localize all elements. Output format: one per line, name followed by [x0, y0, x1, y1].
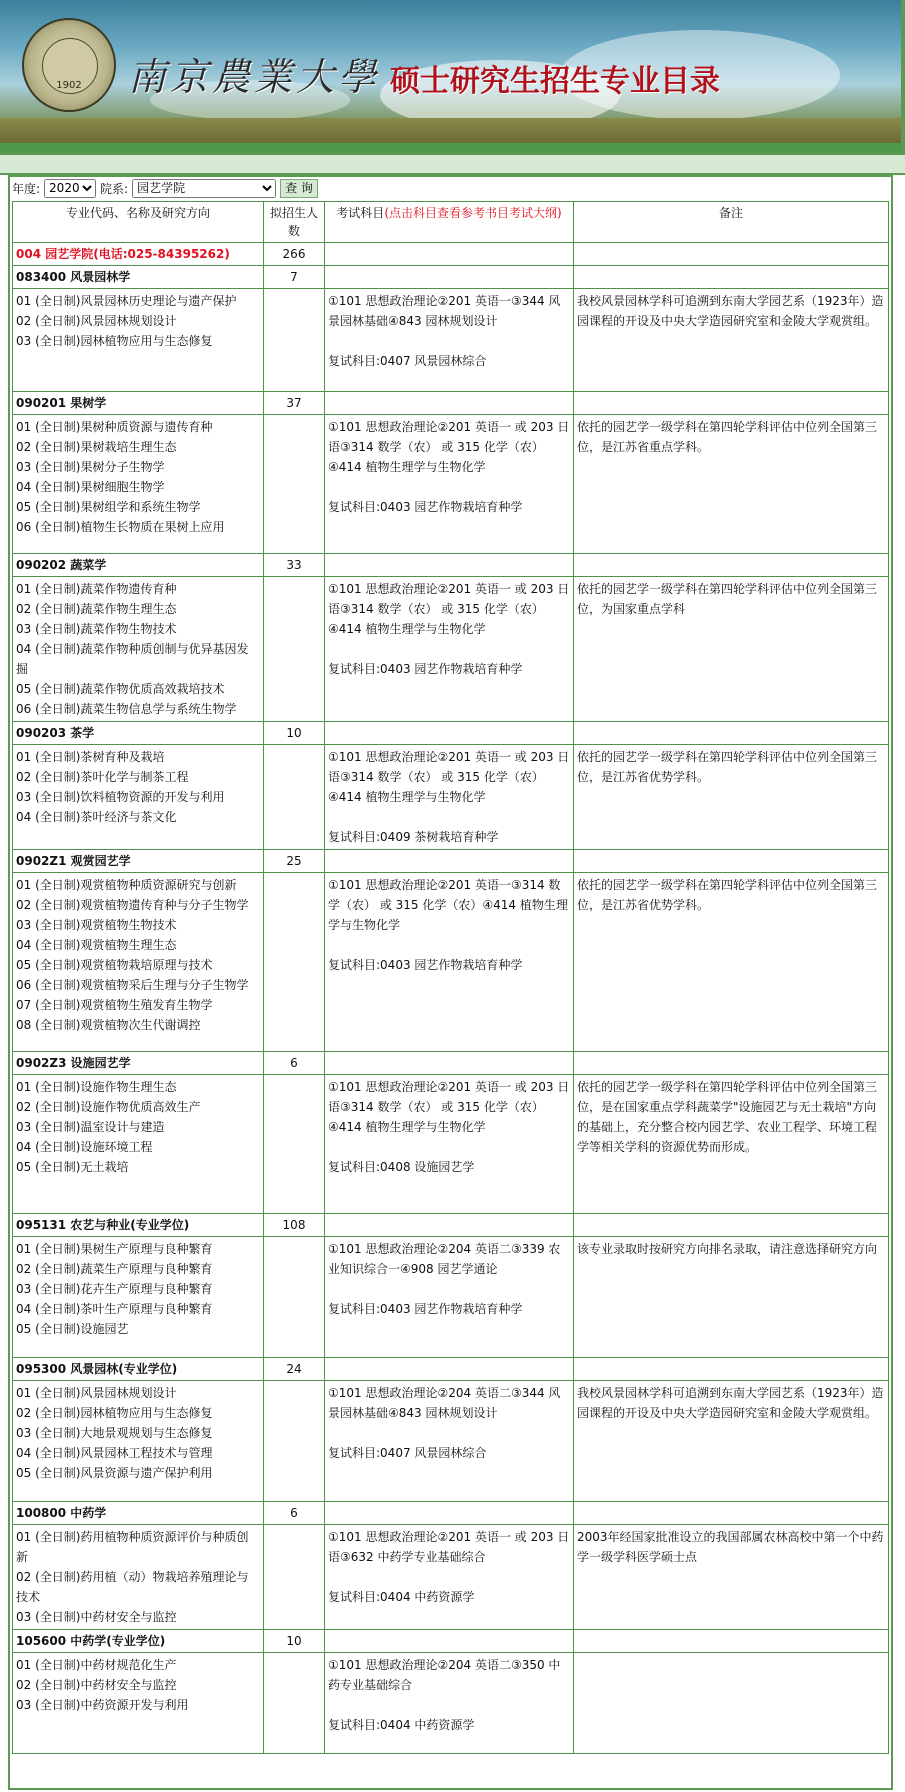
exam-subjects-link[interactable]: ①101 思想政治理论②201 英语一 或 203 日语③314 数学（农） 或 315 化学（农）④414 植物生理学与生物化学: [328, 750, 570, 804]
research-direction: 02 (全日制)果树栽培生理生态: [16, 440, 177, 454]
research-direction: 02 (全日制)观赏植物遗传育种与分子生物学: [16, 898, 249, 912]
catalog-title: 硕士研究生招生专业目录: [390, 64, 720, 99]
remark-cell: 依托的园艺学一级学科在第四轮学科评估中位列全国第三位，为国家重点学科: [574, 577, 889, 722]
major-title: 090201 果树学: [13, 392, 264, 415]
college-select[interactable]: [132, 179, 276, 198]
exam-cell: [325, 745, 574, 850]
exam-cell: [325, 1075, 574, 1214]
exam-subjects-link[interactable]: ①101 思想政治理论②201 英语一 或 203 日语③632 中药学专业基础综合: [328, 1530, 570, 1564]
research-direction: 03 (全日制)观赏植物生物技术: [16, 918, 177, 932]
research-direction: 01 (全日制)风景园林历史理论与遗产保护: [16, 294, 237, 308]
retest-subject: 复试科目:0404 中药资源学: [328, 1590, 475, 1604]
exam-subjects-link[interactable]: ①101 思想政治理论②201 英语一 或 203 日语③314 数学（农） 或 315 化学（农）④414 植物生理学与生物化学: [328, 1080, 570, 1134]
column-major: 专业代码、名称及研究方向: [13, 202, 264, 243]
college-count: 266: [264, 243, 325, 266]
direction-list: [13, 1237, 264, 1358]
research-direction: 04 (全日制)设施环境工程: [16, 1140, 153, 1154]
college-label: 院系:: [100, 181, 129, 196]
research-direction: 05 (全日制)设施园艺: [16, 1322, 129, 1336]
major-count: 6: [264, 1052, 325, 1075]
research-direction: 04 (全日制)风景园林工程技术与管理: [16, 1446, 213, 1460]
research-direction: 01 (全日制)观赏植物种质资源研究与创新: [16, 878, 237, 892]
direction-list: [13, 1525, 264, 1630]
retest-subject: 复试科目:0408 设施园艺学: [328, 1160, 475, 1174]
research-direction: 01 (全日制)果树生产原理与良种繁育: [16, 1242, 213, 1256]
direction-list: [13, 577, 264, 722]
remark-cell: 依托的园艺学一级学科在第四轮学科评估中位列全国第三位，是在国家重点学科蔬菜学"设施园艺与无土栽培"方向的基础上，充分整合校内园艺学、农业工程学、环境工程学等相关学科的资源优势而形成。: [574, 1075, 889, 1214]
college-row: [13, 243, 889, 266]
major-header-row: [13, 266, 889, 289]
research-direction: 03 (全日制)饮料植物资源的开发与利用: [16, 790, 225, 804]
retest-subject: 复试科目:0403 园艺作物栽培育种学: [328, 958, 523, 972]
exam-subjects-link[interactable]: ①101 思想政治理论②201 英语一③314 数学（农） 或 315 化学（农）④414 植物生理学与生物化学: [328, 878, 568, 932]
catalog-table: [12, 201, 889, 1754]
exam-cell: [325, 415, 574, 554]
column-remark: 备注: [574, 202, 889, 243]
remark-cell: [574, 1653, 889, 1754]
major-title: 083400 风景园林学: [13, 266, 264, 289]
direction-list: [13, 873, 264, 1052]
research-direction: 07 (全日制)观赏植物生殖发育生物学: [16, 998, 213, 1012]
college-name-link[interactable]: 004 园艺学院(电话:025-84395262): [16, 247, 230, 261]
research-direction: 05 (全日制)无土栽培: [16, 1160, 129, 1174]
major-detail-row: [13, 577, 889, 722]
research-direction: 05 (全日制)蔬菜作物优质高效栽培技术: [16, 682, 225, 696]
research-direction: 01 (全日制)果树种质资源与遗传育种: [16, 420, 213, 434]
major-detail-row: [13, 289, 889, 392]
exam-subjects-link[interactable]: ①101 思想政治理论②204 英语二③339 农业知识综合一④908 园艺学通论: [328, 1242, 561, 1276]
year-select[interactable]: [44, 179, 96, 198]
research-direction: 03 (全日制)花卉生产原理与良种繁育: [16, 1282, 213, 1296]
exam-subjects-link[interactable]: ①101 思想政治理论②201 英语一 或 203 日语③314 数学（农） 或 315 化学（农）④414 植物生理学与生物化学: [328, 582, 570, 636]
research-direction: 03 (全日制)大地景观规划与生态修复: [16, 1426, 213, 1440]
major-title: 0902Z3 设施园艺学: [13, 1052, 264, 1075]
column-count: 拟招生人数: [264, 202, 325, 243]
major-detail-row: [13, 1237, 889, 1358]
major-title: 100800 中药学: [13, 1502, 264, 1525]
exam-cell: [325, 1525, 574, 1630]
research-direction: 01 (全日制)风景园林规划设计: [16, 1386, 177, 1400]
research-direction: 01 (全日制)设施作物生理生态: [16, 1080, 177, 1094]
major-count: 37: [264, 392, 325, 415]
research-direction: 06 (全日制)蔬菜生物信息学与系统生物学: [16, 702, 237, 716]
remark-cell: 我校风景园林学科可追溯到东南大学园艺系（1923年）造园课程的开设及中央大学造园研究室和金陵大学观赏组。: [574, 289, 889, 392]
research-direction: 03 (全日制)温室设计与建造: [16, 1120, 165, 1134]
major-count: 10: [264, 722, 325, 745]
retest-subject: 复试科目:0409 茶树栽培育种学: [328, 830, 499, 844]
major-header-row: [13, 850, 889, 873]
remark-cell: 依托的园艺学一级学科在第四轮学科评估中位列全国第三位，是江苏省优势学科。: [574, 873, 889, 1052]
research-direction: 05 (全日制)果树组学和系统生物学: [16, 500, 201, 514]
major-detail-row: [13, 1381, 889, 1502]
remark-cell: 该专业录取时按研究方向排名录取，请注意选择研究方向: [574, 1237, 889, 1358]
research-direction: 05 (全日制)观赏植物栽培原理与技术: [16, 958, 213, 972]
research-direction: 01 (全日制)蔬菜作物遗传育种: [16, 582, 177, 596]
major-header-row: [13, 1214, 889, 1237]
research-direction: 01 (全日制)药用植物种质资源评价与种质创新: [16, 1530, 249, 1564]
column-exam-label: 考试科目: [336, 206, 385, 220]
research-direction: 03 (全日制)果树分子生物学: [16, 460, 165, 474]
table-header-row: [13, 202, 889, 243]
research-direction: 02 (全日制)蔬菜作物生理生态: [16, 602, 177, 616]
major-title: 105600 中药学(专业学位): [13, 1630, 264, 1653]
exam-cell: [325, 1381, 574, 1502]
retest-subject: 复试科目:0403 园艺作物栽培育种学: [328, 1302, 523, 1316]
major-count: 33: [264, 554, 325, 577]
exam-subjects-link[interactable]: ①101 思想政治理论②204 英语二③344 风景园林基础④843 园林规划设计: [328, 1386, 561, 1420]
direction-list: [13, 1075, 264, 1214]
column-exam-note: (点击科目查看参考书目考试大纲): [384, 206, 562, 220]
major-count: 24: [264, 1358, 325, 1381]
major-count: 10: [264, 1630, 325, 1653]
major-header-row: [13, 554, 889, 577]
remark-cell: 依托的园艺学一级学科在第四轮学科评估中位列全国第三位，是江苏省优势学科。: [574, 745, 889, 850]
research-direction: 03 (全日制)园林植物应用与生态修复: [16, 334, 213, 348]
research-direction: 06 (全日制)植物生长物质在果树上应用: [16, 520, 225, 534]
research-direction: 04 (全日制)观赏植物生理生态: [16, 938, 177, 952]
major-title: 090202 蔬菜学: [13, 554, 264, 577]
research-direction: 06 (全日制)观赏植物采后生理与分子生物学: [16, 978, 249, 992]
exam-subjects-link[interactable]: ①101 思想政治理论②201 英语一 或 203 日语③314 数学（农） 或 315 化学（农）④414 植物生理学与生物化学: [328, 420, 570, 474]
seal-year: 1902: [56, 80, 82, 91]
research-direction: 04 (全日制)茶叶经济与茶文化: [16, 810, 177, 824]
research-direction: 01 (全日制)中药材规范化生产: [16, 1658, 177, 1672]
retest-subject: 复试科目:0403 园艺作物栽培育种学: [328, 662, 523, 676]
retest-subject: 复试科目:0407 风景园林综合: [328, 1446, 487, 1460]
research-direction: 05 (全日制)风景资源与遗产保护利用: [16, 1466, 213, 1480]
remark-cell: 依托的园艺学一级学科在第四轮学科评估中位列全国第三位，是江苏省重点学科。: [574, 415, 889, 554]
research-direction: 03 (全日制)中药材安全与监控: [16, 1610, 177, 1624]
retest-subject: 复试科目:0403 园艺作物栽培育种学: [328, 500, 523, 514]
research-direction: 02 (全日制)茶叶化学与制茶工程: [16, 770, 189, 784]
research-direction: 02 (全日制)中药材安全与监控: [16, 1678, 177, 1692]
major-count: 25: [264, 850, 325, 873]
exam-cell: [325, 577, 574, 722]
research-direction: 02 (全日制)设施作物优质高效生产: [16, 1100, 201, 1114]
research-direction: 04 (全日制)茶叶生产原理与良种繁育: [16, 1302, 213, 1316]
major-title: 090203 茶学: [13, 722, 264, 745]
research-direction: 03 (全日制)蔬菜作物生物技术: [16, 622, 177, 636]
filter-bar: [12, 177, 318, 199]
major-title: 095300 风景园林(专业学位): [13, 1358, 264, 1381]
research-direction: 01 (全日制)茶树育种及栽培: [16, 750, 165, 764]
major-header-row: [13, 392, 889, 415]
exam-subjects-link[interactable]: ①101 思想政治理论②204 英语二③350 中药专业基础综合: [328, 1658, 561, 1692]
major-title: 095131 农艺与种业(专业学位): [13, 1214, 264, 1237]
exam-cell: [325, 1653, 574, 1754]
major-header-row: [13, 1358, 889, 1381]
research-direction: 02 (全日制)园林植物应用与生态修复: [16, 1406, 213, 1420]
research-direction: 04 (全日制)果树细胞生物学: [16, 480, 165, 494]
column-exam: [325, 202, 574, 243]
major-header-row: [13, 1630, 889, 1653]
remark-cell: 我校风景园林学科可追溯到东南大学园艺系（1923年）造园课程的开设及中央大学造园研究室和金陵大学观赏组。: [574, 1381, 889, 1502]
exam-cell: [325, 873, 574, 1052]
research-direction: 04 (全日制)蔬菜作物种质创制与优异基因发掘: [16, 642, 249, 676]
direction-list: [13, 415, 264, 554]
major-header-row: [13, 722, 889, 745]
major-detail-row: [13, 745, 889, 850]
major-detail-row: [13, 1653, 889, 1754]
direction-list: [13, 1381, 264, 1502]
exam-cell: [325, 1237, 574, 1358]
major-count: 7: [264, 266, 325, 289]
exam-cell: [325, 289, 574, 392]
year-label: 年度:: [12, 181, 41, 196]
research-direction: 08 (全日制)观赏植物次生代谢调控: [16, 1018, 201, 1032]
major-detail-row: [13, 1075, 889, 1214]
retest-subject: 复试科目:0404 中药资源学: [328, 1718, 475, 1732]
research-direction: 03 (全日制)中药资源开发与利用: [16, 1698, 189, 1712]
major-detail-row: [13, 415, 889, 554]
major-count: 6: [264, 1502, 325, 1525]
major-count: 108: [264, 1214, 325, 1237]
university-seal-logo: [22, 18, 116, 112]
research-direction: 02 (全日制)风景园林规划设计: [16, 314, 177, 328]
exam-subjects-link[interactable]: ①101 思想政治理论②201 英语一③344 风景园林基础④843 园林规划设计: [328, 294, 561, 328]
remark-cell: 2003年经国家批准设立的我国部属农林高校中第一个中药学一级学科医学硕士点: [574, 1525, 889, 1630]
major-detail-row: [13, 1525, 889, 1630]
direction-list: [13, 745, 264, 850]
major-detail-row: [13, 873, 889, 1052]
major-header-row: [13, 1052, 889, 1075]
major-header-row: [13, 1502, 889, 1525]
direction-list: [13, 289, 264, 392]
direction-list: [13, 1653, 264, 1754]
divider-bar: [0, 153, 905, 175]
research-direction: 02 (全日制)药用植（动）物栽培养殖理论与技术: [16, 1570, 249, 1604]
research-direction: 02 (全日制)蔬菜生产原理与良种繁育: [16, 1262, 213, 1276]
query-button[interactable]: 查 询: [280, 179, 318, 198]
university-name-logo: 南京農業大學: [128, 55, 381, 99]
major-title: 0902Z1 观赏园艺学: [13, 850, 264, 873]
header-banner: [0, 0, 905, 153]
retest-subject: 复试科目:0407 风景园林综合: [328, 354, 487, 368]
